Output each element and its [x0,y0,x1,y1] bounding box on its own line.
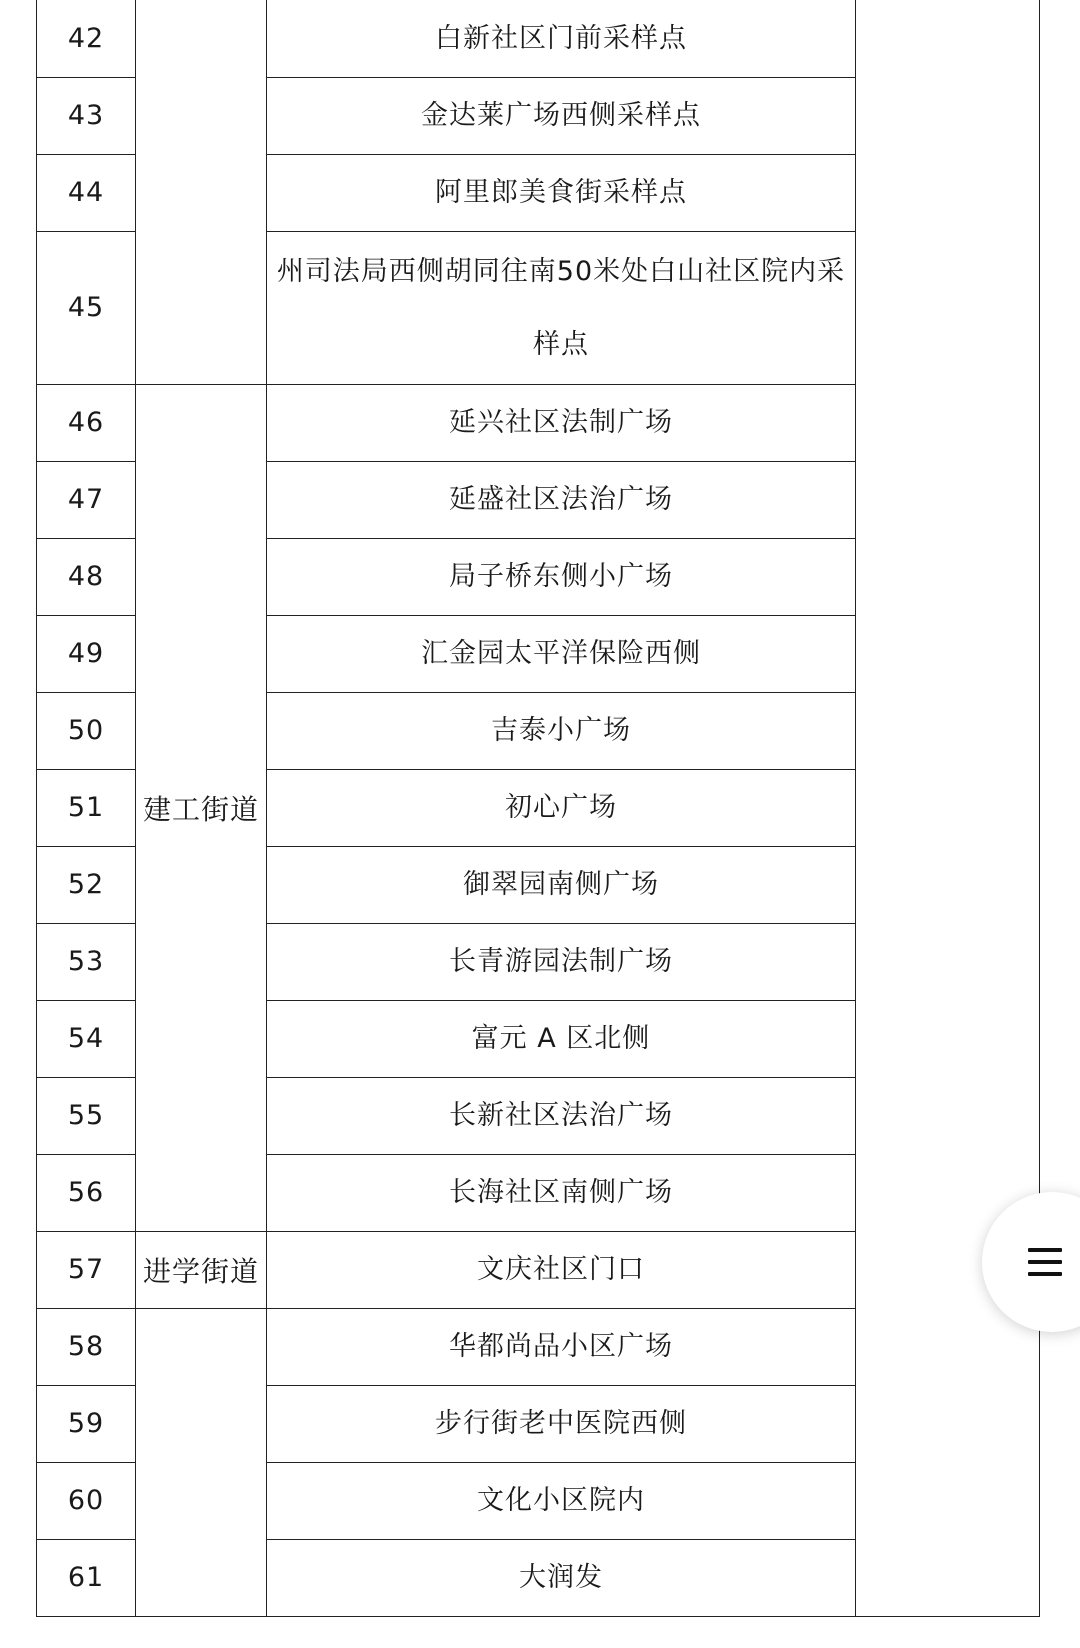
row-number: 47 [37,461,136,538]
hamburger-menu-icon [1028,1246,1062,1278]
remarks-column [856,0,1040,1616]
site-name: 华都尚品小区广场 [267,1308,856,1385]
site-name: 长青游园法制广场 [267,923,856,1000]
street-name-jiangong: 建工街道 [136,384,267,1231]
row-number: 45 [37,231,136,384]
row-number: 55 [37,1077,136,1154]
site-name: 初心广场 [267,769,856,846]
site-name: 步行街老中医院西侧 [267,1385,856,1462]
row-number: 52 [37,846,136,923]
site-name: 御翠园南侧广场 [267,846,856,923]
row-number: 50 [37,692,136,769]
row-number: 57 [37,1231,136,1308]
site-name: 白新社区门前采样点 [267,0,856,77]
sampling-sites-table [36,0,1040,1617]
site-name: 长海社区南侧广场 [267,1154,856,1231]
site-name: 长新社区法治广场 [267,1077,856,1154]
site-name: 文化小区院内 [267,1462,856,1539]
site-name: 阿里郎美食街采样点 [267,154,856,231]
site-name: 汇金园太平洋保险西侧 [267,615,856,692]
site-name: 州司法局西侧胡同往南50米处白山社区院内采样点 [267,231,856,384]
row-number: 58 [37,1308,136,1385]
row-number: 61 [37,1539,136,1616]
row-number: 56 [37,1154,136,1231]
row-number: 49 [37,615,136,692]
street-cell-empty [136,1308,267,1616]
row-number: 59 [37,1385,136,1462]
row-number: 42 [37,0,136,77]
row-number: 60 [37,1462,136,1539]
row-number: 53 [37,923,136,1000]
site-name: 延兴社区法制广场 [267,384,856,461]
site-name: 局子桥东侧小广场 [267,538,856,615]
row-number: 43 [37,77,136,154]
row-number: 46 [37,384,136,461]
site-name: 延盛社区法治广场 [267,461,856,538]
row-number: 54 [37,1000,136,1077]
site-name: 文庆社区门口 [267,1231,856,1308]
site-name: 金达莱广场西侧采样点 [267,77,856,154]
street-name-jinxue: 进学街道 [136,1231,267,1308]
row-number: 44 [37,154,136,231]
site-name: 大润发 [267,1539,856,1616]
row-number: 48 [37,538,136,615]
site-name: 吉泰小广场 [267,692,856,769]
street-cell-empty [136,0,267,384]
row-number: 51 [37,769,136,846]
table-row [37,0,1040,77]
site-name: 富元 A 区北侧 [267,1000,856,1077]
